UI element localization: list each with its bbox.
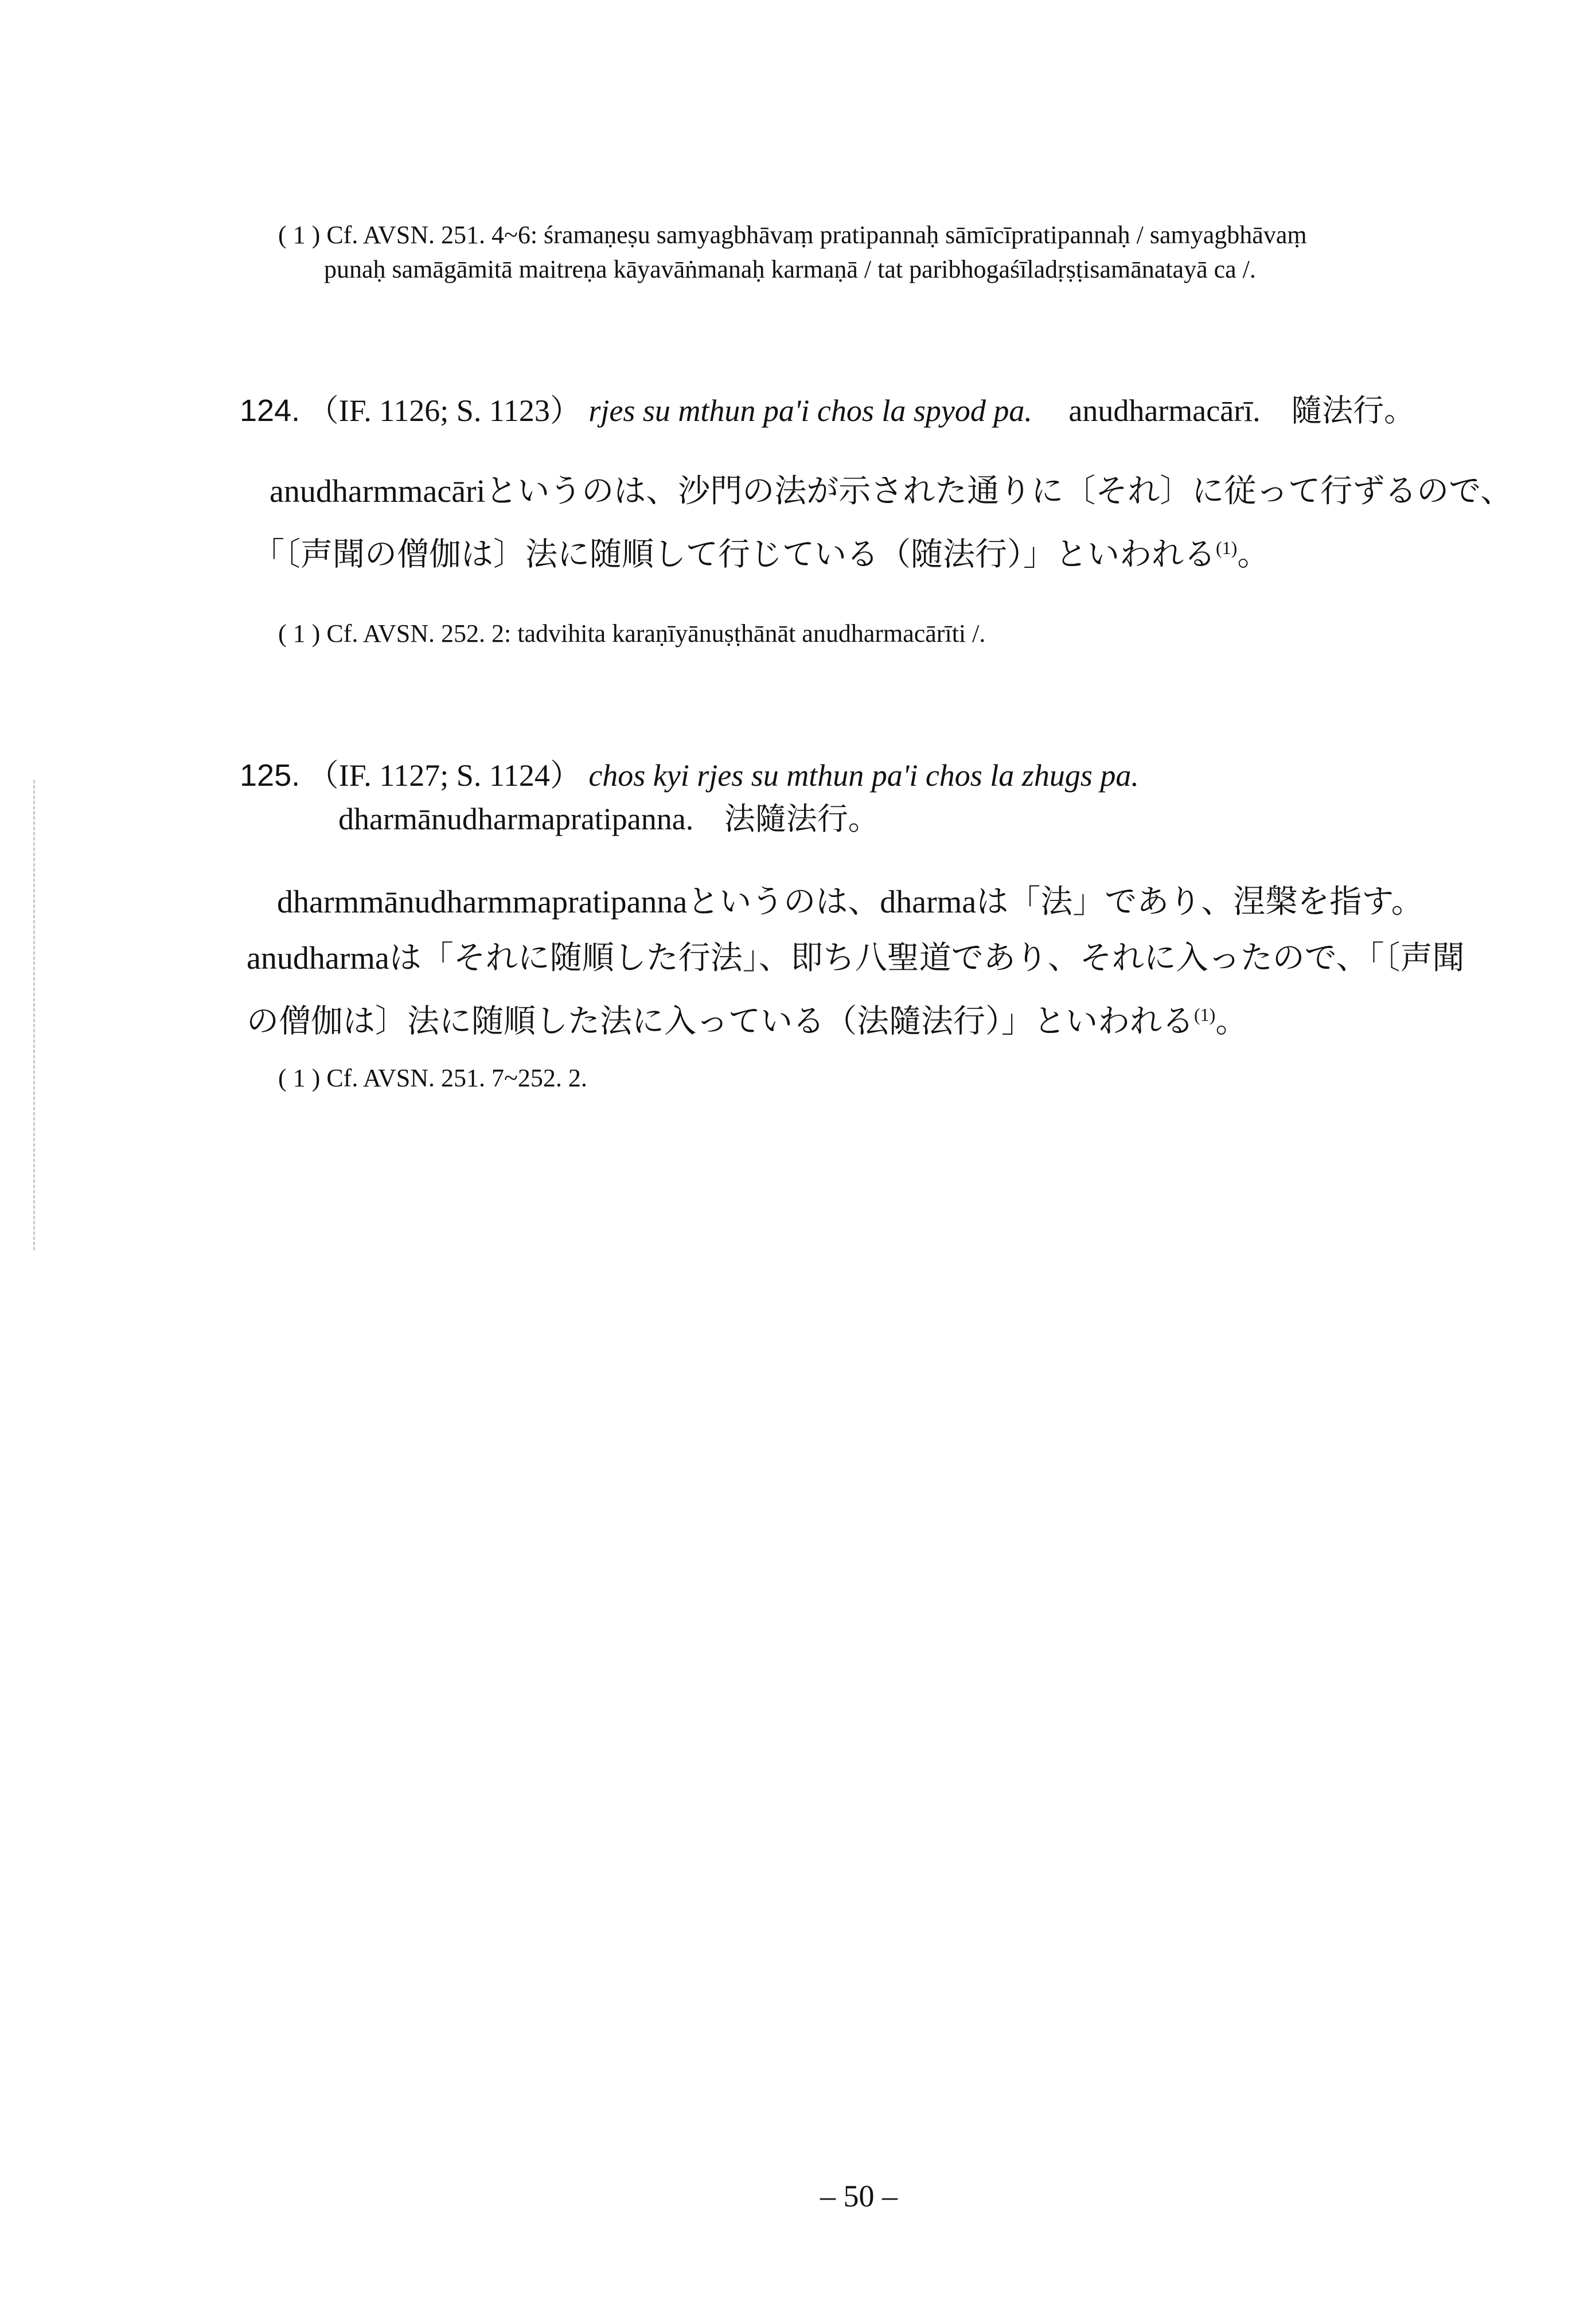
body-text: 「〔声聞の僧伽は〕法に随順して行じている（随法行）」といわれる [252,537,1216,573]
tibetan-term: rjes su mthun pa'i chos la spyod pa. [588,393,1032,428]
entry-125-heading-cont [338,798,879,840]
footnote-line: punaḥ samāgāmitā maitreṇa kāyavāṅmanaḥ karmaṇā / tat paribhogaśīladṛṣṭisamānatayā ca /. [324,255,1256,283]
sanskrit-term: dharmānudharmapratipanna. [338,802,694,836]
footnote-ref: (1) [1216,537,1238,558]
body-text: dharmmānudharmmapratipannaというのは、dharmaは「法」であり、涅槃を指す。 [277,884,1423,920]
entry-124-heading [240,390,1415,431]
body-text: anudharmmacāriというのは、沙門の法が示された通りに〔それ〕に従って行ずるので、 [270,474,1513,509]
entry-125-heading [240,755,1139,796]
tibetan-term: chos kyi rjes su mthun pa'i chos la zhugs pa. [588,758,1139,793]
footnote-line: Cf. AVSN. 252. 2: tadvihita karaṇīyānuṣṭhānāt anudharmacārīti /. [326,619,986,648]
body-text: の僧伽は〕法に随順した法に入っている（法隨法行）」といわれる [247,1004,1194,1040]
footnote-125 [278,1061,587,1095]
footnote-marker: ( 1 ) [278,1064,321,1092]
page-number: – 50 – [820,2179,898,2213]
entry-125-body-1 [277,874,1423,930]
chinese-term: 隨法行。 [1291,393,1415,428]
entry-reference: （IF. 1126; S. 1123） [307,393,581,428]
footnote-line: Cf. AVSN. 251. 7~252. 2. [326,1064,587,1092]
body-end: 。 [1215,1004,1248,1040]
sanskrit-term: anudharmacārī. [1068,393,1261,428]
entry-124-body-1 [270,463,1512,520]
chinese-term: 法隨法行。 [724,802,879,836]
scan-margin-line [33,780,35,1250]
entry-125-body-2 [247,930,1465,986]
footnote-123 [278,218,1307,252]
footnote-marker: ( 1 ) [278,619,321,648]
entry-reference: （IF. 1127; S. 1124） [307,758,581,793]
entry-number: 124. [240,393,301,428]
footnote-line: Cf. AVSN. 251. 4~6: śramaṇeṣu samyagbhāvaṃ pratipannaḥ sāmīcīpratipannaḥ / samyagbhāvaṃ [326,221,1307,249]
entry-124-body-2 [252,520,1269,583]
entry-125-body-3 [247,986,1247,1050]
footnote-123-cont [324,252,1256,287]
footnote-marker: ( 1 ) [278,221,321,249]
entry-number: 125. [240,758,301,793]
footnote-124 [278,617,985,651]
body-text: anudharmaは「それに随順した行法」、即ち八聖道であり、それに入ったので、「〔声聞 [247,941,1465,976]
footnote-ref: (1) [1194,1004,1216,1025]
body-end: 。 [1237,537,1270,573]
